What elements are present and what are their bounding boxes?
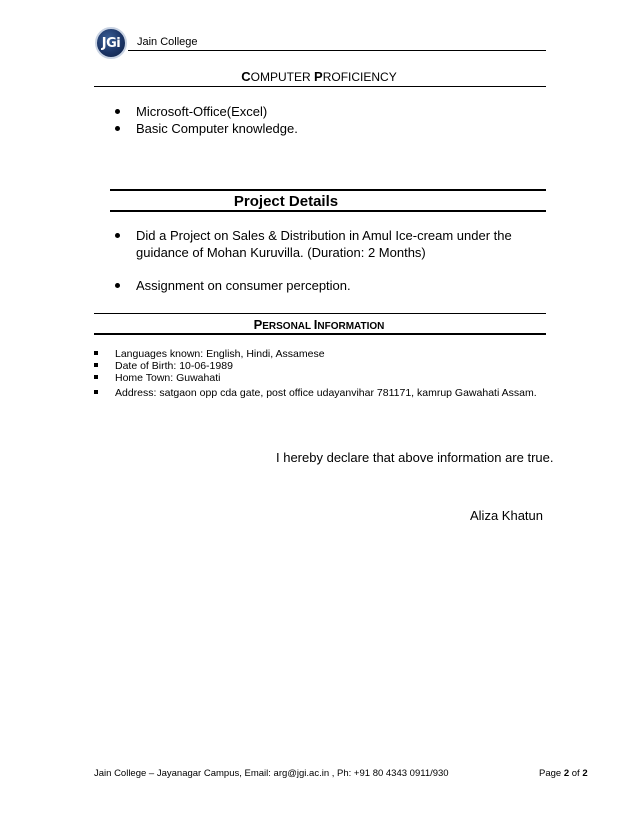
declaration-text: I hereby declare that above information are true. — [276, 450, 554, 465]
logo-text: JGi — [101, 35, 121, 51]
computer-proficiency-rule — [94, 86, 546, 87]
personal-info-rule-bottom — [94, 333, 546, 335]
list-item: Basic Computer knowledge. — [113, 120, 513, 137]
list-item: Languages known: English, Hindi, Assamese — [92, 348, 552, 360]
personal-info-rule-top — [94, 313, 546, 314]
computer-proficiency-heading: COMPUTER PROFICIENCY — [241, 69, 397, 84]
footer-contact: Jain College – Jayanagar Campus, Email: arg@jgi.ac.in , Ph: +91 80 4343 0911/930 — [94, 768, 449, 779]
list-item: Microsoft-Office(Excel) — [113, 103, 513, 120]
list-item: Address: satgaon opp cda gate, post office udayanvihar 781171, kamrup Gawahati Assam. — [92, 387, 552, 399]
project-details-list — [113, 227, 513, 294]
personal-info-heading: PERSONAL INFORMATION — [253, 317, 385, 332]
project-details-rule-top — [110, 189, 546, 191]
college-logo — [95, 27, 127, 59]
page-number: Page 2 of 2 — [539, 768, 588, 779]
project-details-rule-bottom — [110, 210, 546, 212]
list-item: Assignment on consumer perception. — [113, 277, 513, 294]
computer-proficiency-list — [113, 103, 513, 137]
signer-name: Aliza Khatun — [470, 508, 543, 523]
personal-info-list — [92, 348, 552, 399]
list-item: Did a Project on Sales & Distribution in Amul Ice-cream under the guidance of Mohan Kuruvilla. (Duration: 2 Months) — [113, 227, 513, 261]
header-title: Jain College — [137, 36, 198, 48]
project-details-heading: Project Details — [233, 193, 339, 210]
list-item: Home Town: Guwahati — [92, 372, 552, 384]
list-item: Date of Birth: 10-06-1989 — [92, 360, 552, 372]
header-divider — [128, 50, 546, 51]
